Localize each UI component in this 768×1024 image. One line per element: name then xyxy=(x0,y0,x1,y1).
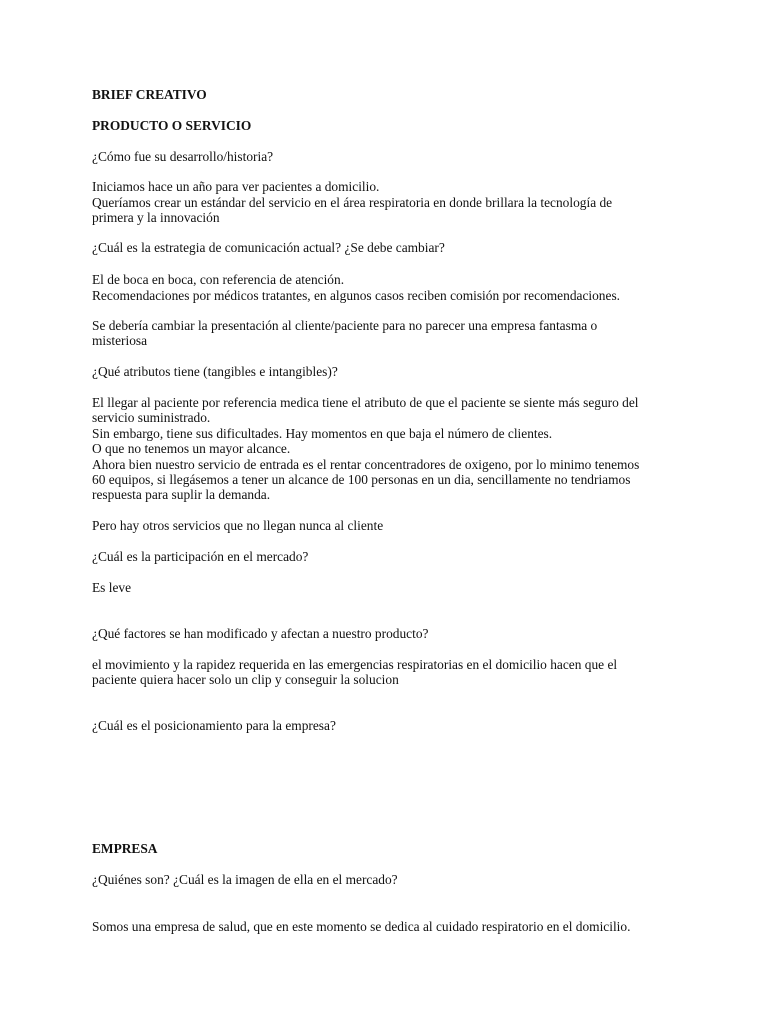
section-heading-empresa: EMPRESA xyxy=(92,841,158,856)
answer-line: paciente quiera hacer solo un clip y conseguir la solucion xyxy=(92,672,399,687)
answer-line: servicio suministrado. xyxy=(92,410,211,425)
answer-line: Ahora bien nuestro servicio de entrada es el rentar concentradores de oxigeno, por lo minimo tenemos xyxy=(92,457,640,472)
answer-line: Se debería cambiar la presentación al cliente/paciente para no parecer una empresa fantasma o xyxy=(92,318,598,333)
question: ¿Cómo fue su desarrollo/historia? xyxy=(92,149,274,164)
answer-line: primera y la innovación xyxy=(92,210,220,225)
answer-line: Es leve xyxy=(92,580,132,595)
answer-line: respuesta para suplir la demanda. xyxy=(92,487,271,502)
question: ¿Qué atributos tiene (tangibles e intangibles)? xyxy=(92,364,338,379)
question: ¿Quiénes son? ¿Cuál es la imagen de ella en el mercado? xyxy=(92,872,398,887)
answer-line: El llegar al paciente por referencia medica tiene el atributo de que el paciente se siente más seguro del xyxy=(92,395,639,410)
question: ¿Cuál es la estrategia de comunicación actual? ¿Se debe cambiar? xyxy=(92,240,445,255)
answer-line: El de boca en boca, con referencia de atención. xyxy=(92,272,345,287)
answer-line: Sin embargo, tiene sus dificultades. Hay momentos en que baja el número de clientes. xyxy=(92,426,553,441)
question: ¿Cuál es la participación en el mercado? xyxy=(92,549,309,564)
answer-line: el movimiento y la rapidez requerida en las emergencias respiratorias en el domicilio hacen que el xyxy=(92,657,618,672)
answer-line: Iniciamos hace un año para ver pacientes a domicilio. xyxy=(92,179,380,194)
answer-line: 60 equipos, si llegásemos a tener un alcance de 100 personas en un dia, sencillamente no tendriamos xyxy=(92,472,631,487)
answer-line: Queríamos crear un estándar del servicio en el área respiratoria en donde brillara la tecnología de xyxy=(92,195,613,210)
answer-line: Recomendaciones por médicos tratantes, en algunos casos reciben comisión por recomendaciones. xyxy=(92,288,621,303)
section-heading-producto: PRODUCTO O SERVICIO xyxy=(92,118,252,133)
question: ¿Qué factores se han modificado y afectan a nuestro producto? xyxy=(92,626,429,641)
answer-line: misteriosa xyxy=(92,333,148,348)
question: ¿Cuál es el posicionamiento para la empresa? xyxy=(92,718,336,733)
answer-line: O que no tenemos un mayor alcance. xyxy=(92,441,291,456)
answer-line: Pero hay otros servicios que no llegan nunca al cliente xyxy=(92,518,384,533)
document-title: BRIEF CREATIVO xyxy=(92,87,207,102)
answer-line: Somos una empresa de salud, que en este momento se dedica al cuidado respiratorio en el domicilio. xyxy=(92,919,631,934)
